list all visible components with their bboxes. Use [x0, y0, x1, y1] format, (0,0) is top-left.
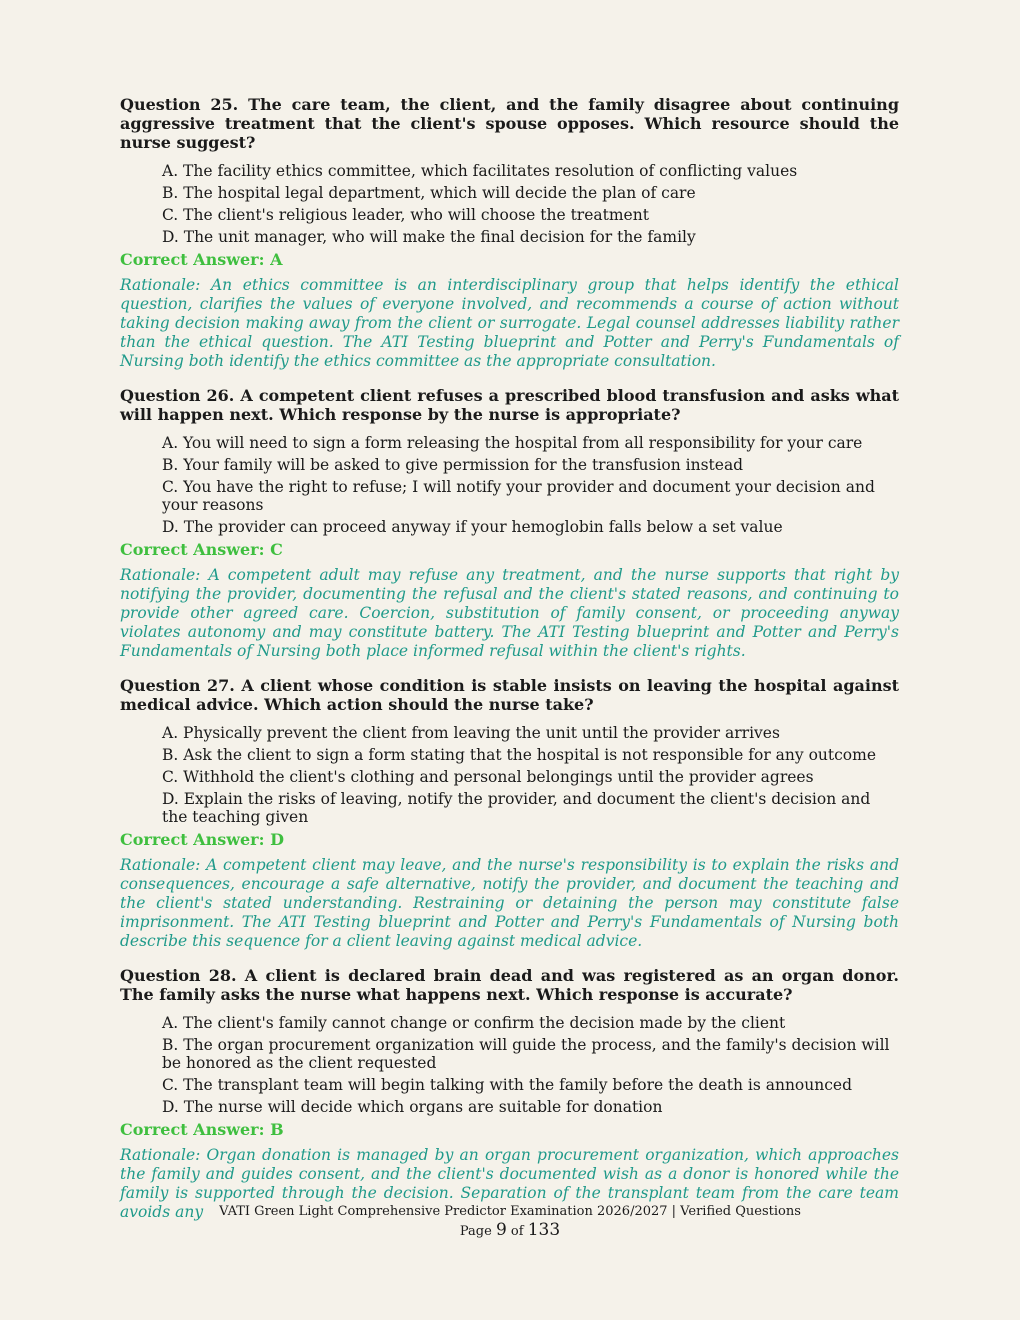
option-list — [162, 1014, 899, 1116]
question-text: Question 28. A client is declared brain dead and was registered as an organ donor. The family asks the nurse what happens next. Which response is accurate? — [120, 966, 899, 1004]
option-d: D. The unit manager, who will make the final decision for the family — [162, 228, 696, 246]
option-list — [162, 162, 899, 246]
page-current: 9 — [495, 1220, 507, 1240]
question-text: Question 26. A competent client refuses a prescribed blood transfusion and asks what will happen next. Which response by the nurse is appropriate? — [120, 386, 899, 424]
option-c: C. You have the right to refuse; I will notify your provider and document your decision and your reasons — [162, 478, 875, 514]
page-total: 133 — [527, 1220, 561, 1240]
option-c: C. The transplant team will begin talking with the family before the death is announced — [162, 1076, 853, 1094]
rationale-text: Rationale: Organ donation is managed by an organ procurement organization, which approaches the family and guides consent, and the client's documented wish as a donor is honored while the family is supported through the decision. Separation of the transplant team from the care team avoids any — [120, 1146, 899, 1221]
rationale-text: Rationale: An ethics committee is an interdisciplinary group that helps identify the ethical question, clarifies the values of everyone involved, and recommends a course of action without taking decision making away from the client or surrogate. Legal counsel addresses liability rather than the ethical question. The ATI Testing blueprint and Potter and Perry's Fundamentals of Nursing both identify the ethics committee as the appropriate consultation. — [120, 276, 899, 370]
rationale-text: Rationale: A competent client may leave, and the nurse's responsibility is to explain the risks and consequences, encourage a safe alternative, notify the provider, and document the teaching and the client's stated understanding. Restraining or detaining the person may constitute false imprisonment. The ATI Testing blueprint and Potter and Perry's Fundamentals of Nursing both describe this sequence for a client leaving against medical advice. — [120, 856, 899, 950]
option-a: A. You will need to sign a form releasing the hospital from all responsibility for your care — [162, 434, 863, 452]
option-b: B. The hospital legal department, which will decide the plan of care — [162, 184, 696, 202]
correct-answer: Correct Answer: D — [120, 830, 284, 849]
correct-answer: Correct Answer: A — [120, 250, 283, 269]
option-list — [162, 434, 899, 536]
option-c: C. Withhold the client's clothing and personal belongings until the provider agrees — [162, 768, 814, 786]
option-b: B. The organ procurement organization will guide the process, and the family's decision will be honored as the client requested — [162, 1036, 890, 1072]
question-text: Question 27. A client whose condition is stable insists on leaving the hospital against medical advice. Which action should the nurse take? — [120, 676, 899, 714]
question-block — [120, 95, 899, 371]
footer-title: VATI Green Light Comprehensive Predictor Examination 2026/2027 | Verified Questions — [219, 1204, 801, 1219]
question-block — [120, 676, 899, 951]
correct-answer: Correct Answer: C — [120, 540, 283, 559]
option-c: C. The client's religious leader, who will choose the treatment — [162, 206, 649, 224]
option-list — [162, 724, 899, 826]
rationale-text: Rationale: A competent adult may refuse any treatment, and the nurse supports that right by notifying the provider, documenting the refusal and the client's stated reasons, and continuing to provide other agreed care. Coercion, substitution of family consent, or proceeding anyway violates autonomy and may constitute battery. The ATI Testing blueprint and Potter and Perry's Fundamentals of Nursing both place informed refusal within the client's rights. — [120, 566, 899, 660]
option-d: D. The nurse will decide which organs are suitable for donation — [162, 1098, 663, 1116]
option-a: A. The client's family cannot change or confirm the decision made by the client — [162, 1014, 786, 1032]
page-prefix: Page — [459, 1224, 492, 1239]
option-a: A. The facility ethics committee, which facilitates resolution of conflicting values — [162, 162, 798, 180]
question-block — [120, 386, 899, 661]
page-of: of — [510, 1224, 524, 1239]
page-number — [0, 1221, 1020, 1241]
question-text: Question 25. The care team, the client, and the family disagree about continuing aggressive treatment that the client's spouse opposes. Which resource should the nurse suggest? — [120, 95, 899, 152]
option-a: A. Physically prevent the client from leaving the unit until the provider arrives — [162, 724, 780, 742]
correct-answer: Correct Answer: B — [120, 1120, 284, 1139]
option-d: D. The provider can proceed anyway if your hemoglobin falls below a set value — [162, 518, 783, 536]
page-footer — [0, 1203, 1020, 1241]
option-d: D. Explain the risks of leaving, notify the provider, and document the client's decision and the teaching given — [162, 790, 871, 826]
option-b: B. Ask the client to sign a form stating that the hospital is not responsible for any outcome — [162, 746, 877, 764]
option-b: B. Your family will be asked to give permission for the transfusion instead — [162, 456, 744, 474]
